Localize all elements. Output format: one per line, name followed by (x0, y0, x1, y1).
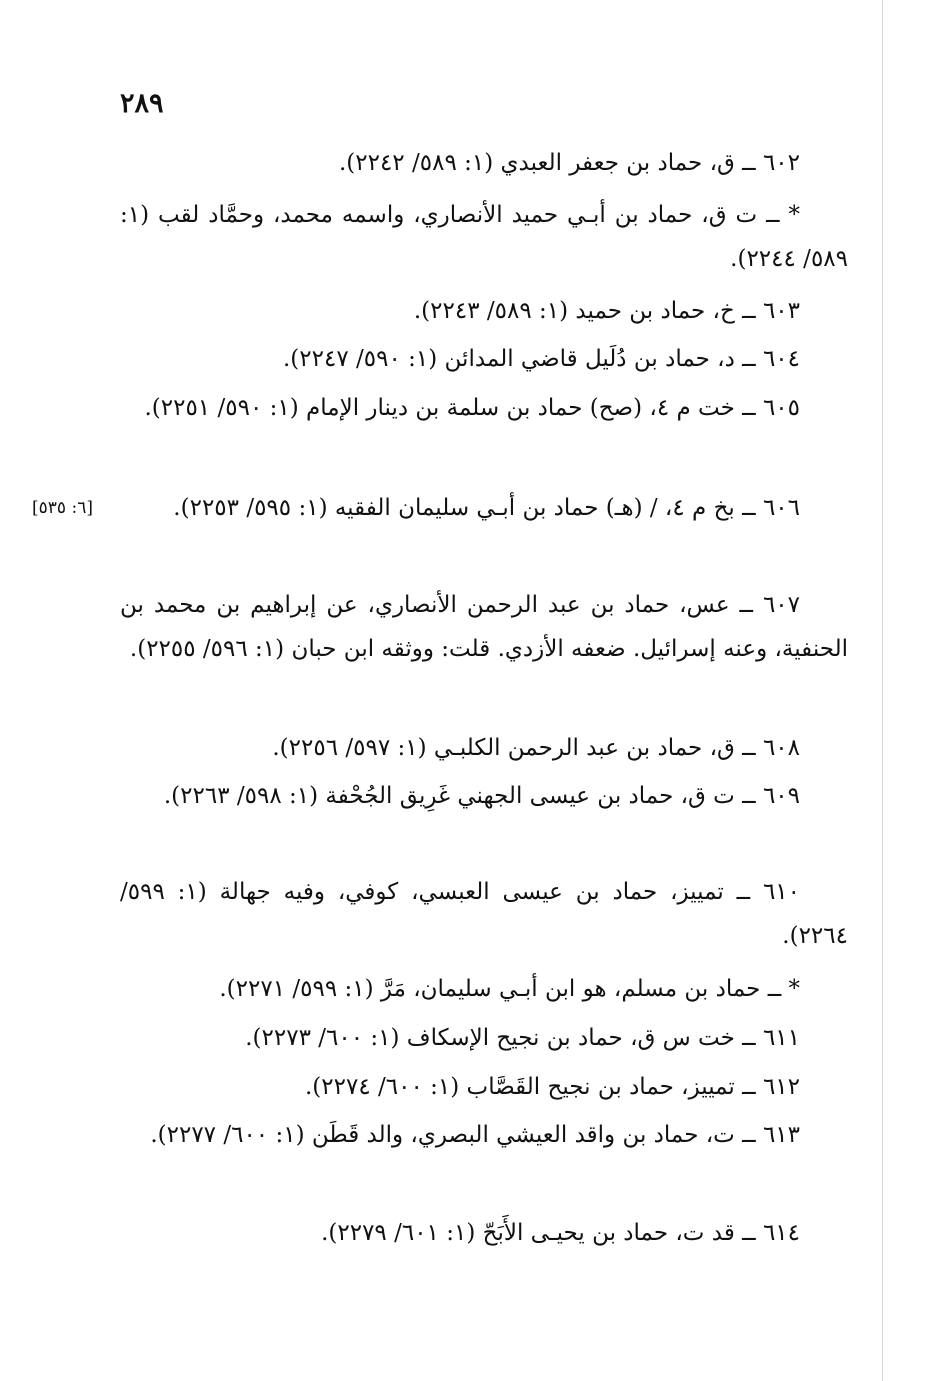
page-margin-line (882, 0, 883, 1381)
entry-611: ٦١١ ــ خت س ق، حماد بن نجيح الإسكاف (١: ٦٠٠/ ٢٢٧٣). (245, 1025, 800, 1051)
entry-612: ٦١٢ ــ تمييز، حماد بن نجيح القَصَّاب (١: ٦٠٠/ ٢٢٧٤). (305, 1074, 800, 1100)
volume-page-marker: [٦: ٥٣٥] (32, 498, 93, 518)
entry-607: ٦٠٧ ــ عس، حماد بن عبد الرحمن الأنصاري، عن إبراهيم بن محمد بن الحنفية، وعنه إسرائيل. ضعفه الأزدي. قلت: ووثقه ابن حبان (١: ٥٩٦/ ٢٢٥٥). (120, 592, 848, 662)
entry-609: ٦٠٩ ــ ت ق، حماد بن عيسى الجهني غَرِيق الجُحْفة (١: ٥٩٨/ ٢٢٦٣). (163, 783, 800, 809)
entry-605: ٦٠٥ ــ خت م ٤، (صح) حماد بن سلمة بن دينار الإمام (١: ٥٩٠/ ٢٢٥١). (144, 395, 800, 421)
entry-606: ٦٠٦ ــ بخ م ٤، / (هـ) حماد بن أبـي سليمان الفقيه (١: ٥٩٥/ ٢٢٥٣). [٦: ٥٣٥] (120, 486, 848, 530)
entry-star-1: * ــ ت ق، حماد بن أبـي حميد الأنصاري، واسمه محمد، وحمَّاد لقب (١: ٥٨٩/ ٢٢٤٤). (120, 202, 848, 272)
entry-602: ٦٠٢ ــ ق، حماد بن جعفر العبدي (١: ٥٨٩/ ٢٢٤٢). (338, 150, 800, 176)
entry-608: ٦٠٨ ــ ق، حماد بن عبد الرحمن الكلبـي (١: ٥٩٧/ ٢٢٥٦). (272, 735, 800, 761)
entry-614: ٦١٤ ــ قد ت، حماد بن يحيـى الأَبَحّ (١: ٦٠١/ ٢٢٧٩). (321, 1220, 800, 1246)
entry-604: ٦٠٤ ــ د، حماد بن دُلَيل قاضي المدائن (١: ٥٩٠/ ٢٢٤٧). (283, 346, 800, 372)
entry-star-2: * ــ حماد بن مسلم، هو ابن أبـي سليمان، مَرَّ (١: ٥٩٩/ ٢٢٧١). (219, 976, 800, 1002)
page-number: ٢٨٩ (120, 88, 164, 119)
entry-613: ٦١٣ ــ ت، حماد بن واقد العيشي البصري، والد قَطَن (١: ٦٠٠/ ٢٢٧٧). (150, 1122, 800, 1148)
entry-603: ٦٠٣ ــ خ، حماد بن حميد (١: ٥٨٩/ ٢٢٤٣). (413, 298, 800, 324)
entry-610: ٦١٠ ــ تمييز، حماد بن عيسى العبسي، كوفي، وفيه جهالة (١: ٥٩٩/ ٢٢٦٤). (120, 879, 848, 949)
